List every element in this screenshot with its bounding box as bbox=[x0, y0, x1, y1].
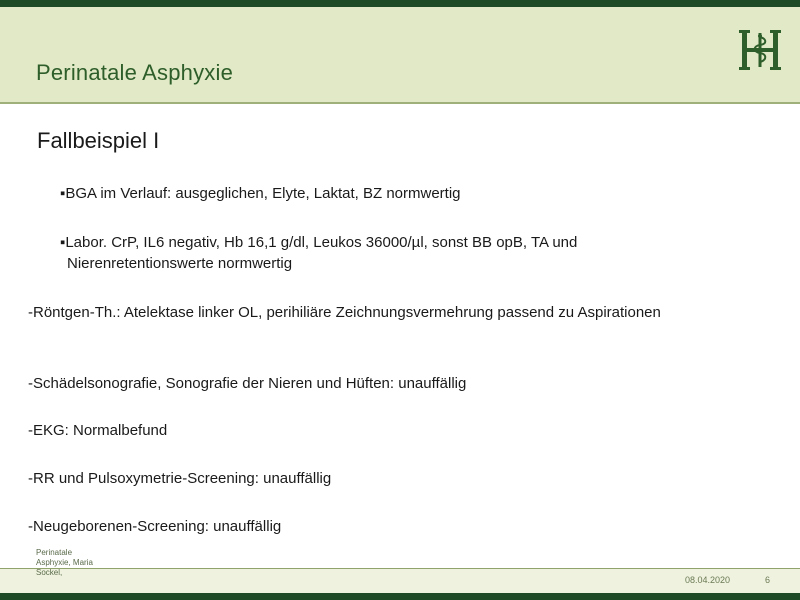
bullet-marker: - bbox=[28, 518, 33, 535]
bullet-text: Schädelsonografie, Sonografie der Nieren und Hüften: unauffällig bbox=[33, 375, 467, 392]
bullet-marker: - bbox=[28, 470, 33, 487]
header-band bbox=[0, 7, 800, 102]
footer-author: Perinatale Asphyxie, Maria Sockel, bbox=[36, 548, 93, 577]
bullet-marker: - bbox=[28, 304, 33, 321]
bullet-text: BGA im Verlauf: ausgeglichen, Elyte, Laktat, BZ normwertig bbox=[65, 185, 461, 202]
footer-page-number: 6 bbox=[765, 575, 771, 585]
bullet-text: Neugeborenen-Screening: unauffällig bbox=[33, 518, 282, 535]
header-divider bbox=[0, 102, 800, 104]
footer-date: 08.04.2020 bbox=[685, 575, 731, 585]
bullet-labor bbox=[60, 232, 707, 274]
bullet-text: Labor. CrP, IL6 negativ, Hb 16,1 g/dl, Leukos 36000/µl, sonst BB opB, TA und Nierenretentionswerte normwertig bbox=[65, 234, 578, 272]
bullet-roentgen bbox=[28, 302, 715, 323]
footer-band bbox=[0, 569, 800, 593]
bullet-text: Röntgen-Th.: Atelektase linker OL, perihiliäre Zeichnungsvermehrung passend zu Aspirationen bbox=[33, 304, 661, 321]
slide-subtitle: Fallbeispiel I bbox=[37, 128, 160, 153]
slide-title: Perinatale Asphyxie bbox=[36, 60, 234, 85]
bullet-rr-screening bbox=[28, 468, 728, 489]
bullet-marker: - bbox=[28, 422, 33, 439]
bullet-marker: - bbox=[28, 375, 33, 392]
bullet-text: RR und Pulsoxymetrie-Screening: unauffällig bbox=[33, 470, 332, 487]
bullet-sonografie bbox=[28, 373, 728, 394]
hospital-h-staff-logo-icon bbox=[738, 28, 782, 72]
bullet-text: EKG: Normalbefund bbox=[33, 422, 168, 439]
bullet-marker: ▪ bbox=[60, 234, 66, 251]
bullet-marker: ▪ bbox=[60, 185, 66, 202]
bullet-ekg bbox=[28, 420, 728, 441]
top-border-bar bbox=[0, 0, 800, 7]
bullet-bga bbox=[60, 183, 740, 204]
bullet-neugeborenen-screening bbox=[28, 516, 728, 537]
bottom-border-bar bbox=[0, 593, 800, 600]
